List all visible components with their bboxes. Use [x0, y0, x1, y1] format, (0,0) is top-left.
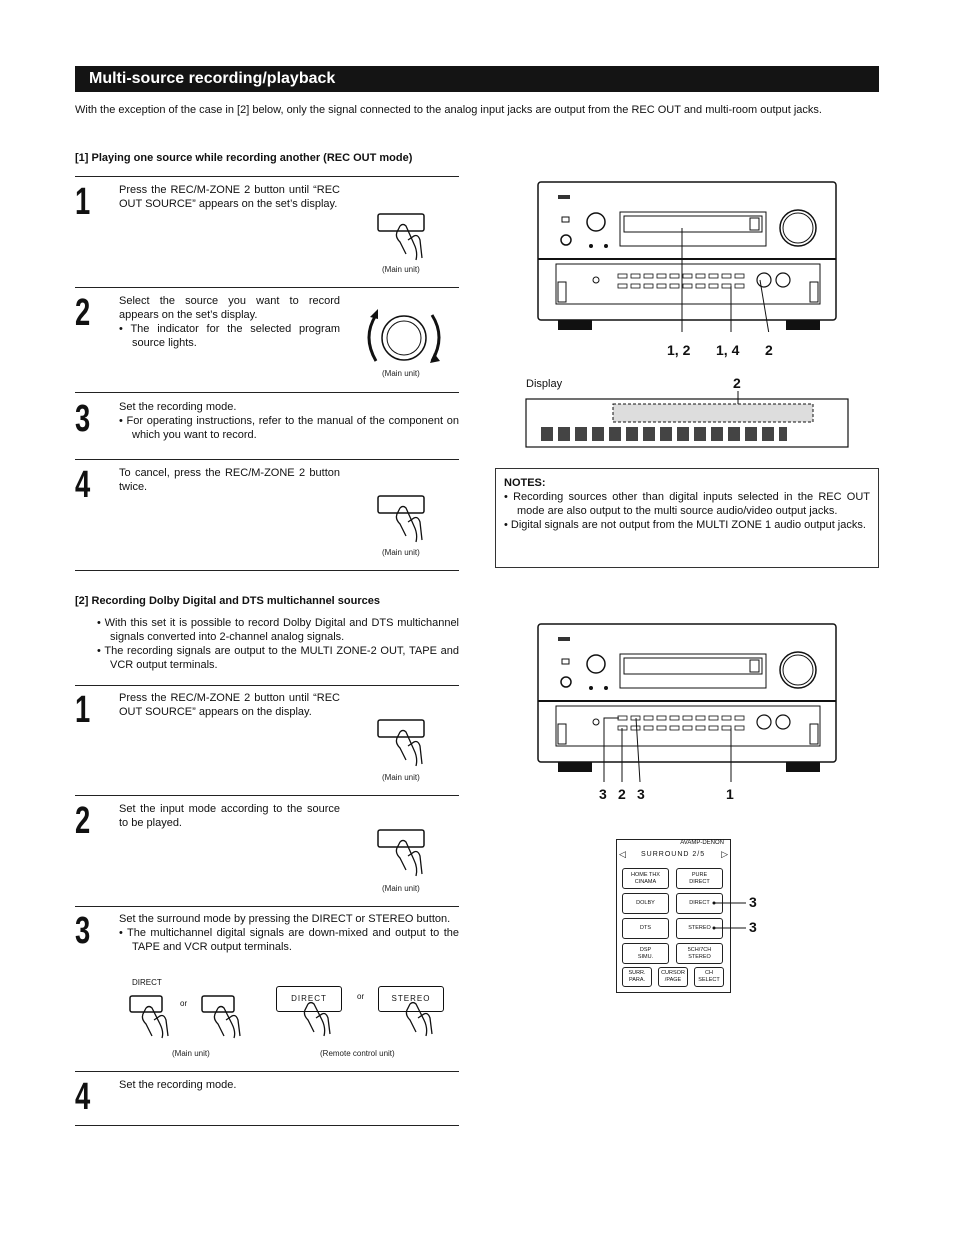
caption: (Main unit) — [382, 884, 420, 893]
divider — [75, 1125, 459, 1126]
page-title: Multi-source recording/playback — [89, 70, 336, 87]
step-text-block — [119, 400, 459, 442]
divider — [75, 1071, 459, 1072]
step-text: Select the source you want to record appears on the set’s display. — [119, 295, 340, 321]
callout-label: 3 — [637, 786, 645, 802]
note-item: • Recording sources other than digital inputs selected in the REC OUT mode are also output to the multi source audio/video output jacks. — [504, 491, 870, 517]
caption: (Main unit) — [382, 773, 420, 782]
section1-title: [1] Playing one source while recording another (REC OUT mode) — [75, 152, 413, 164]
display-label: Display — [526, 378, 563, 390]
divider — [75, 685, 459, 686]
direct-label: DIRECT — [132, 978, 162, 987]
remote-direct-button[interactable]: DIRECT — [676, 893, 723, 914]
step-bullet: • For operating instructions, refer to the manual of the component on which you want to record. — [119, 415, 459, 441]
intro-text: With the exception of the case in [2] below, only the signal connected to the analog input jacks are output from the REC OUT and multi-room output jacks. — [75, 104, 822, 116]
callout-leader-lines — [710, 895, 750, 935]
remote-dts-button[interactable]: DTS — [622, 918, 669, 939]
callout-label: 1, 2 — [667, 342, 691, 358]
step-number: 1 — [75, 689, 91, 731]
hand-press-button-icon — [372, 210, 434, 266]
remote-cursor-page-button[interactable]: CURSOR /PAGE — [658, 967, 688, 987]
note-item: • Digital signals are not output from the MULTI ZONE 1 audio output jacks. — [504, 519, 866, 531]
receiver-front-panel-illustration — [536, 180, 840, 332]
step-number: 3 — [75, 398, 91, 440]
step-bullet: • The indicator for the selected program source lights. — [119, 323, 340, 349]
receiver-front-panel-illustration — [536, 622, 840, 790]
step-text: Set the recording mode. — [119, 1079, 237, 1091]
notes-title: NOTES: — [504, 477, 546, 489]
remote-dolby-button[interactable]: DOLBY — [622, 893, 669, 914]
step-bullet: • The multichannel digital signals are down-mixed and output to the TAPE and VCR output terminals. — [119, 927, 459, 953]
callout-label: 1 — [726, 786, 734, 802]
section2-title: [2] Recording Dolby Digital and DTS multichannel sources — [75, 595, 380, 607]
hand-press-button-icon — [124, 990, 186, 1042]
caption: (Main unit) — [382, 369, 420, 378]
remote-5ch-7ch-stereo-button[interactable]: 5CH/7CH STEREO — [676, 943, 723, 964]
page-right-arrow-icon[interactable]: ▷ — [721, 849, 728, 859]
divider — [75, 795, 459, 796]
callout-label: 3 — [749, 919, 757, 935]
hand-press-button-icon — [196, 990, 258, 1042]
step-number: 3 — [75, 910, 91, 952]
or-label: or — [357, 992, 365, 1001]
divider — [75, 906, 459, 907]
caption: (Main unit) — [382, 265, 420, 274]
callout-label: 2 — [765, 342, 773, 358]
hand-press-button-icon — [372, 826, 434, 882]
remote-stereo-button[interactable]: STEREO — [378, 986, 444, 1012]
step-number: 1 — [75, 181, 91, 223]
step-text: Press the REC/M-ZONE 2 button until “REC OUT SOURCE” appears on the set’s display. — [119, 184, 340, 210]
remote-surr-para-button[interactable]: SURR. PARA. — [622, 967, 652, 987]
callout-label: 3 — [599, 786, 607, 802]
step-text-block — [119, 294, 340, 350]
divider — [75, 287, 459, 288]
caption: (Main unit) — [382, 548, 420, 557]
divider — [75, 392, 459, 393]
step-text-block — [119, 912, 459, 954]
divider — [75, 176, 459, 177]
bullet-item: • The recording signals are output to the MULTI ZONE-2 OUT, TAPE and VCR output terminals. — [97, 645, 459, 671]
callout-label: 2 — [618, 786, 626, 802]
remote-stereo-button[interactable]: STEREO — [676, 918, 723, 939]
step-text: Press the REC/M-ZONE 2 button until “REC OUT SOURCE” appears on the display. — [119, 692, 340, 718]
step-text: Set the input mode according to the source to be played. — [119, 803, 340, 829]
callout-label: 1, 4 — [716, 342, 740, 358]
or-label: or — [180, 999, 188, 1008]
remote-brand: AVAMP-DENON — [680, 840, 724, 846]
remote-direct-button[interactable]: DIRECT — [276, 986, 342, 1012]
remote-home-thx-button[interactable]: HOME THX CINAMA — [622, 868, 669, 889]
remote-dsp-simu-button[interactable]: DSP SIMU. — [622, 943, 669, 964]
page-left-arrow-icon[interactable]: ◁ — [619, 849, 626, 859]
rotary-knob-icon — [360, 303, 450, 365]
section-header — [75, 66, 879, 92]
display-window-illustration — [525, 391, 850, 449]
step-number: 4 — [75, 464, 91, 506]
notes-box — [495, 468, 879, 568]
step-number: 2 — [75, 800, 91, 842]
caption: (Remote control unit) — [320, 1049, 395, 1058]
hand-icon — [402, 1000, 452, 1044]
hand-press-button-icon — [372, 492, 434, 548]
section2-bullets — [97, 616, 459, 672]
hand-icon — [300, 1000, 350, 1044]
remote-screen-title: SURROUND 2/5 — [641, 851, 706, 858]
remote-ch-select-button[interactable]: CH SELECT — [694, 967, 724, 987]
divider — [75, 570, 459, 571]
step-text: Set the recording mode. — [119, 401, 237, 413]
step-number: 2 — [75, 292, 91, 334]
callout-label: 3 — [749, 894, 757, 910]
step-text: To cancel, press the REC/M-ZONE 2 button twice. — [119, 467, 340, 493]
callout-label: 2 — [733, 375, 741, 391]
caption: (Main unit) — [172, 1049, 210, 1058]
step-text: Set the surround mode by pressing the DIRECT or STEREO button. — [119, 913, 451, 925]
step-number: 4 — [75, 1076, 91, 1118]
remote-pure-direct-button[interactable]: PURE DIRECT — [676, 868, 723, 889]
divider — [75, 459, 459, 460]
bullet-item: • With this set it is possible to record Dolby Digital and DTS multichannel signals converted into 2-channel analog signals. — [97, 617, 459, 643]
hand-press-button-icon — [372, 716, 434, 772]
